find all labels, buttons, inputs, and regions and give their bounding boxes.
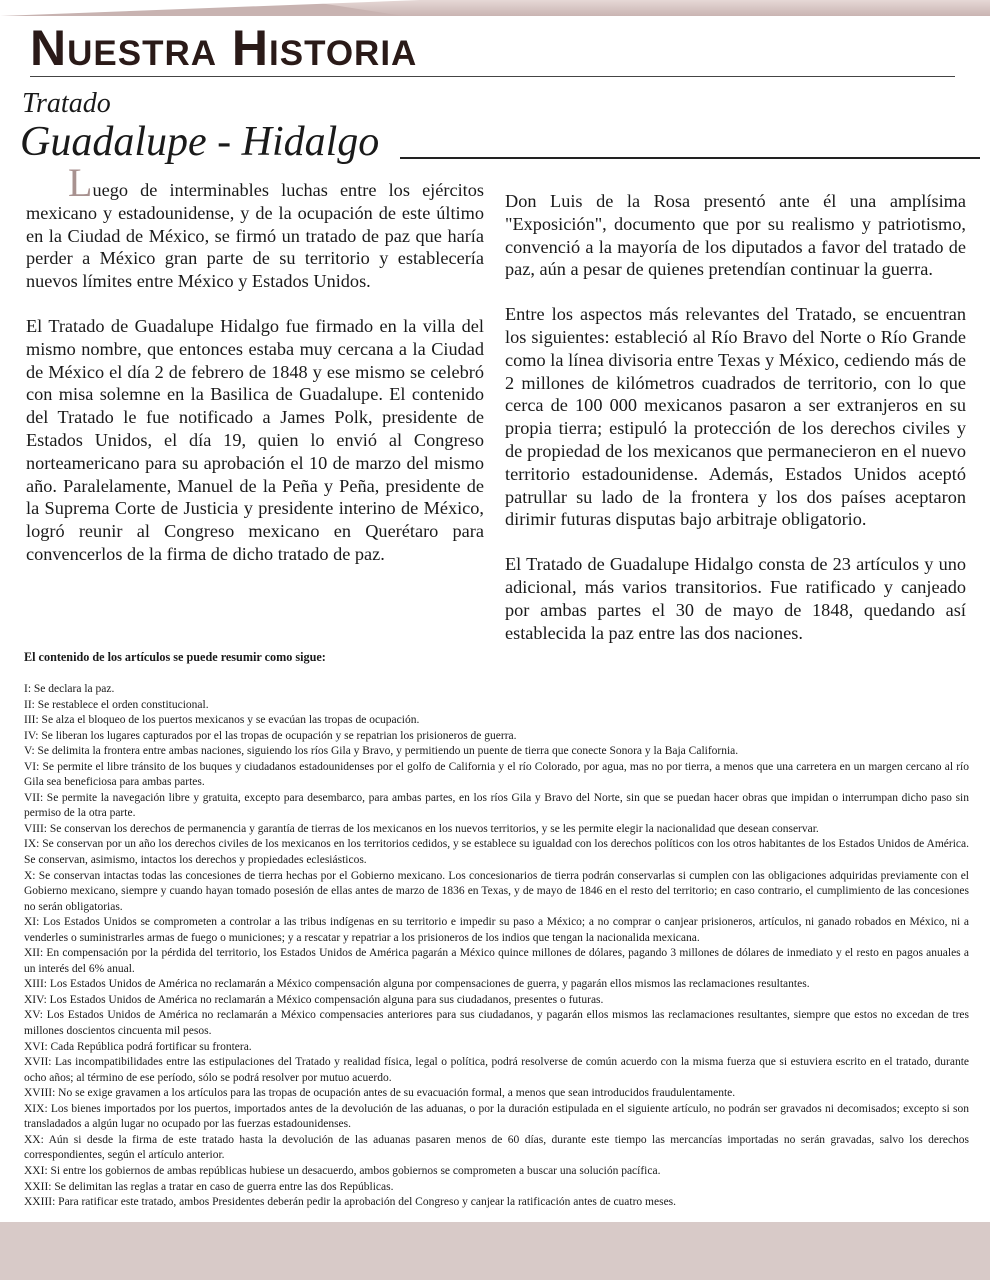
- article-item: XXI: Si entre los gobiernos de ambas repúblicas hubiese un desacuerdo, ambos gobiernos se comprometen a buscar una solución pacífica.: [24, 1164, 661, 1177]
- article-item: XVII: Las incompatibilidades entre las estipulaciones del Tratado y realidad física, legal o política, podrá resolverse de común acuerdo con la misma fuerza que si estuviera escrito en el tratado, durante ocho años; al término de ese período, sólo se podrá resolver por mutuo acuerdo.: [24, 1056, 969, 1084]
- articles-list: [24, 682, 969, 1211]
- article-item: III: Se alza el bloqueo de los puertos mexicanos y se evacúan las tropas de ocupación.: [24, 714, 420, 727]
- article-item: XVI: Cada República podrá fortificar su frontera.: [24, 1040, 252, 1053]
- intro-paragraph-text: uego de interminables luchas entre los ejércitos mexicano y estadounidense, y de la ocupación de este último en la Ciudad de México, se firmó un tratado de paz que haría perder a México gran parte de su territorio y establecería nuevos límites entre México y Estados Unidos.: [26, 180, 484, 292]
- bottom-decorative-band: [0, 1222, 990, 1280]
- article-item: I: Se declara la paz.: [24, 683, 115, 695]
- article-item: VII: Se permite la navegación libre y gratuita, excepto para desembarco, para ambas partes, en los ríos Gila y Bravo del Norte, sin que se puedan hacer obras que impidan o interrumpan dicho paso sin permiso de la otra parte.: [24, 791, 969, 820]
- article-item: XVIII: No se exige gravamen a los artículos para las tropas de ocupación antes de su evacuación formal, a menos que sean introducidos fraudulentamente.: [24, 1087, 736, 1100]
- drop-cap: L: [68, 160, 93, 205]
- intro-paragraph: [26, 160, 484, 293]
- exposicion-paragraph: Don Luis de la Rosa presentó ante él una amplísima "Exposición", documento que por su realismo y patriotismo, convenció a la mayoría de los diputados a favor del tratado de paz, aún a pesar de quienes pretendían continuar la guerra.: [505, 191, 966, 280]
- masthead-divider: [30, 76, 955, 77]
- article-item: IX: Se conservan por un año los derechos civiles de los mexicanos en los territorios cedidos, y se establece su igualdad con los derechos políticos con los otros habitantes de los Estados Unidos de América. Se conservan, asimismo, intactos los derechos y propiedades eclesiásticos.: [24, 838, 969, 867]
- aspects-paragraph: Entre los aspectos más relevantes del Tratado, se encuentran los siguientes: estableció al Río Bravo del Norte o Río Grande como la línea divisoria entre Texas y México, cediendo más de 2 millones de kilómetros cuadrados de territorio, con lo que cerca de 100 000 mexicanos pasaron a ser extranjeros en su propia tierra; estipuló la protección de los derechos civiles y de propiedad de los mexicanos que permanecieron en el nuevo territorio estadounidense. Además, Estados Unidos aceptó patrullar su lado de la frontera y los dos países aceptaron dirimir futuras disputas bajo arbitraje obligatorio.: [505, 304, 966, 530]
- article-item: XX: Aún si desde la firma de este tratado hasta la devolución de las aduanas pasaren menos de 60 días, durante este tiempo las mercancías importadas no serán gravadas, salvo los derechos correspondientes, según el artículo anterior.: [24, 1133, 969, 1162]
- top-band-highlight: [300, 0, 990, 16]
- article-item: XXII: Se delimitan las reglas a tratar en caso de guerra entre las dos Repúblicas.: [24, 1180, 394, 1193]
- article-item: XIX: Los bienes importados por los puertos, importados antes de la devolución de las aduanas, o por la duración estipulada en el siguiente artículo, no podrán ser gravados ni decomisados; excepto si son transladados a algún lugar no ocupado por las fuerzas estadounidenses.: [24, 1102, 969, 1131]
- article-item: VI: Se permite el libre tránsito de los buques y ciudadanos estadounidenses por el golfo de California y el río Colorado, por agua, mas no por tierra, a menos que una carretera en un margen cercano al río Gila sea beneficiosa para ambas partes.: [24, 760, 969, 789]
- article-item: VIII: Se conservan los derechos de permanencia y garantía de tierras de los mexicanos en los nuevos territorios, y se les permite elegir la nacionalidad que desean conservar.: [24, 822, 819, 835]
- left-column: [26, 160, 484, 588]
- articles-heading: El contenido de los artículos se puede resumir como sigue:: [24, 650, 326, 664]
- signing-paragraph: El Tratado de Guadalupe Hidalgo fue firmado en la villa del mismo nombre, que entonces estaba muy cercana a la Ciudad de México el día 2 de febrero de 1848 y ese mismo se celebró con misa solemne en la Basilica de Guadalupe. El contenido del Tratado le fue notificado a James Polk, presidente de Estados Unidos, el día 19, quien lo envió al Congreso norteamericano para su aprobación el 10 de marzo del mismo año. Paralelamente, Manuel de la Peña y Peña, presidente de la Suprema Corte de Justicia y presidente interino de México, logró reunir al Congreso mexicano en Querétaro para convencerlos de la firma de dicho tratado de paz.: [26, 315, 484, 564]
- ratification-paragraph: El Tratado de Guadalupe Hidalgo consta de 23 artículos y uno adicional, más varios transitorios. Fue ratificado y canjeado por ambas partes el 30 de mayo de 1848, quedando así establecida la paz entre las dos naciones.: [505, 554, 966, 643]
- article-title: Guadalupe - Hidalgo: [20, 119, 380, 165]
- article-item: XIII: Los Estados Unidos de América no reclamarán a México compensación alguna por compensaciones de guerra, y pagarán ellos mismos las reclamaciones resultantes.: [24, 978, 810, 991]
- title-underline: [400, 157, 980, 159]
- article-item: V: Se delimita la frontera entre ambas naciones, siguiendo los ríos Gila y Bravo, y permitiendo un puente de tierra que conecte Sonora y la Baja California.: [24, 745, 739, 758]
- article-item: XI: Los Estados Unidos se comprometen a controlar a las tribus indígenas en su territorio e impedir su paso a México; a no comprar o canjear prisioneros, artículos, ni ganado robados en México, ni a venderles o suministrarles armas de fuego o municiones; y a rescatar y repatriar a los prisioneros de los indios que tengan la nacionalida mexicana.: [24, 916, 969, 944]
- article-kicker: Tratado: [22, 88, 111, 119]
- article-item: II: Se restablece el orden constitucional.: [24, 698, 209, 711]
- article-item: XXIII: Para ratificar este tratado, ambos Presidentes deberán pedir la aprobación del Congreso y canjear la ratificación antes de cuatro meses.: [24, 1196, 677, 1209]
- right-column: [505, 190, 966, 666]
- article-item: XII: En compensación por la pérdida del territorio, los Estados Unidos de América pagarán a México quince millones de dólares, pagando 3 millones de dólares de inmediato y el resto en pagos anuales a un interés del 6% anual.: [24, 947, 969, 975]
- masthead-title: Nuestra Historia: [30, 20, 418, 76]
- article-item: IV: Se liberan los lugares capturados por el las tropas de ocupación y se repatrian los prisioneros de guerra.: [24, 729, 517, 742]
- article-item: X: Se conservan intactas todas las concesiones de tierra hechas por el Gobierno mexicano. Los concesionarios de tierra podrán conservarlas si cumplen con las obligaciones adquiridas previamente con el Gobierno mexicano, siempre y cuando hayan tomado posesión de ellas antes de marzo de 1836 en Texas, y de mayo de 1846 en el resto del territorio; en caso contrario, el cumplimiento de las concesiones no serán obligatorias.: [24, 869, 969, 913]
- article-item: XV: Los Estados Unidos de América no reclamarán a México compensacies anteriores para sus ciudadanos, y pagarán ellos mismos las reclamaciones resultantes, siempre que estos no excedan de tres millones doscientos cincuenta mil pesos.: [24, 1009, 969, 1038]
- article-item: XIV: Los Estados Unidos de América no reclamarán a México compensación alguna para sus ciudadanos, presentes o futuras.: [24, 993, 604, 1006]
